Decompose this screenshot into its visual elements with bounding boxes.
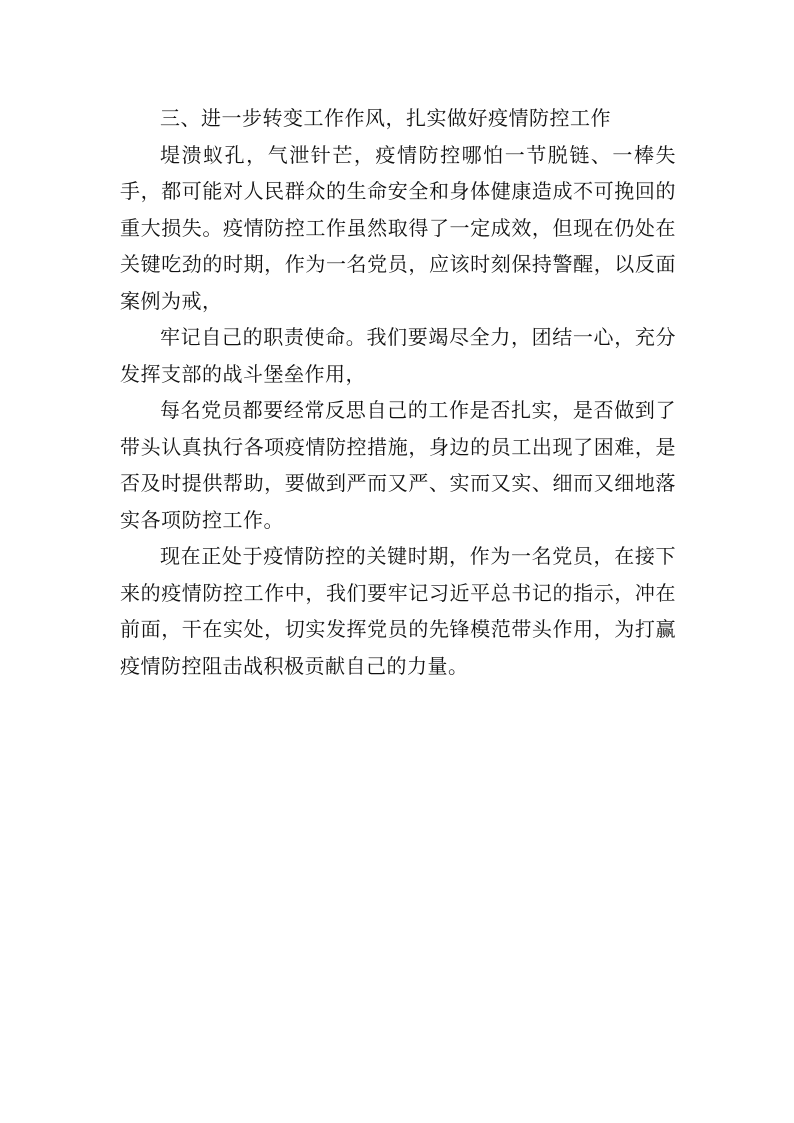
section-heading: 三、进一步转变工作作风，扎实做好疫情防控工作 xyxy=(160,106,611,130)
paragraph-4: 现在正处于疫情防控的关键时期，作为一名党员，在接下来的疫情防控工作中，我们要牢记习近平总书记的指示，冲在前面，干在实处，切实发挥党员的先锋模范带头作用，为打赢疫情防控阻击战积极贡献自己的力量。 xyxy=(120,544,676,678)
paragraph-1: 堤溃蚁孔，气泄针芒，疫情防控哪怕一节脱链、一棒失手，都可能对人民群众的生命安全和身体健康造成不可挽回的重大损失。疫情防控工作虽然取得了一定成效，但现在仍处在关键吃劲的时期，作为一名党员，应该时刻保持警醒，以反面案例为戒， xyxy=(120,142,676,313)
paragraph-2: 牢记自己的职责使命。我们要竭尽全力，团结一心，充分发挥支部的战斗堡垒作用， xyxy=(120,325,676,386)
paragraph-3: 每名党员都要经常反思自己的工作是否扎实，是否做到了带头认真执行各项疫情防控措施，身边的员工出现了困难，是否及时提供帮助，要做到严而又严、实而又实、细而又细地落实各项防控工作。 xyxy=(120,398,676,532)
document-body xyxy=(120,100,676,684)
